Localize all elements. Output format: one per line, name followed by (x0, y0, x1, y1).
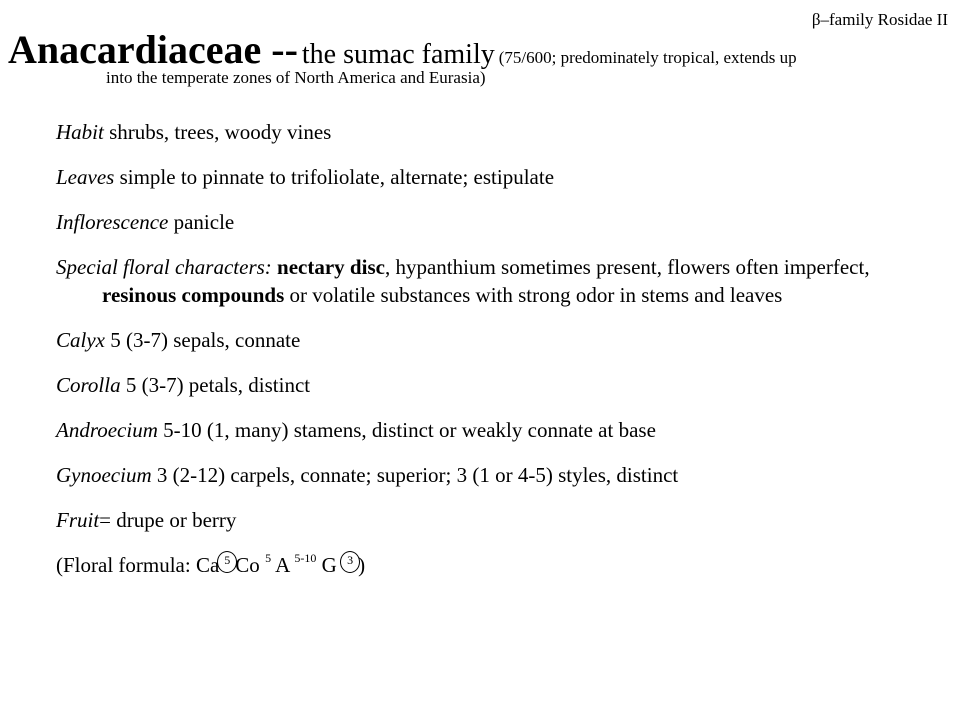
special-bold-2: resinous compounds (102, 283, 285, 307)
gynoecium-text: 3 (2-12) carpels, connate; superior; 3 (1 or 4-5) styles, distinct (151, 463, 679, 487)
habit-text: shrubs, trees, woody vines (103, 120, 332, 144)
formula-prefix: (Floral formula: Ca (56, 553, 220, 577)
inflorescence-text: panicle (168, 210, 235, 234)
family-name: Anacardiaceae -- (8, 27, 298, 72)
fruit-text: = drupe or berry (99, 508, 237, 532)
habit-row (56, 118, 946, 146)
floral-formula-row (56, 551, 946, 579)
fruit-row (56, 506, 946, 534)
special-text-2: or volatile substances with strong odor in stems and leaves (284, 283, 783, 307)
habit-term: Habit (56, 120, 104, 144)
androecium-row (56, 416, 946, 444)
leaves-term: Leaves (56, 165, 115, 189)
corolla-label: Co (235, 553, 260, 577)
calyx-term: Calyx (56, 328, 105, 352)
androecium-label: A (275, 553, 290, 577)
common-name: the sumac family (301, 39, 495, 70)
fruit-term: Fruit (56, 508, 100, 532)
corolla-row (56, 371, 946, 399)
leaves-text: simple to pinnate to trifoliolate, alternate; estipulate (114, 165, 555, 189)
corolla-text: 5 (3-7) petals, distinct (120, 373, 311, 397)
family-distribution: into the temperate zones of North America and Eurasia) (106, 68, 486, 87)
gynoecium-label: G (321, 553, 337, 577)
inflorescence-row (56, 208, 946, 236)
slide-corner-label: β–family Rosidae II (811, 10, 948, 29)
calyx-connate-circle: 5 (217, 551, 237, 573)
formula-close: ) (358, 553, 366, 577)
special-bold-1: nectary disc (277, 255, 385, 279)
androecium-term: Androecium (56, 418, 158, 442)
special-term: Special floral characters: (56, 255, 272, 279)
leaves-row (56, 163, 946, 191)
corolla-term: Corolla (56, 373, 121, 397)
androecium-text: 5-10 (1, many) stamens, distinct or weakly connate at base (157, 418, 656, 442)
slide-header (8, 27, 948, 88)
gynoecium-connate-circle: 3 (340, 551, 360, 573)
calyx-row (56, 326, 946, 354)
androecium-count: 5-10 (294, 551, 317, 565)
character-list (56, 118, 946, 596)
corolla-count: 5 (265, 551, 272, 565)
gynoecium-row (56, 461, 946, 489)
special-text-1: , hypanthium sometimes present, flowers often imperfect, (384, 255, 870, 279)
inflorescence-term: Inflorescence (56, 210, 169, 234)
special-characters-row (56, 253, 946, 309)
calyx-text: 5 (3-7) sepals, connate (104, 328, 301, 352)
gynoecium-term: Gynoecium (56, 463, 152, 487)
family-stats: (75/600; predominately tropical, extends up (498, 48, 797, 67)
